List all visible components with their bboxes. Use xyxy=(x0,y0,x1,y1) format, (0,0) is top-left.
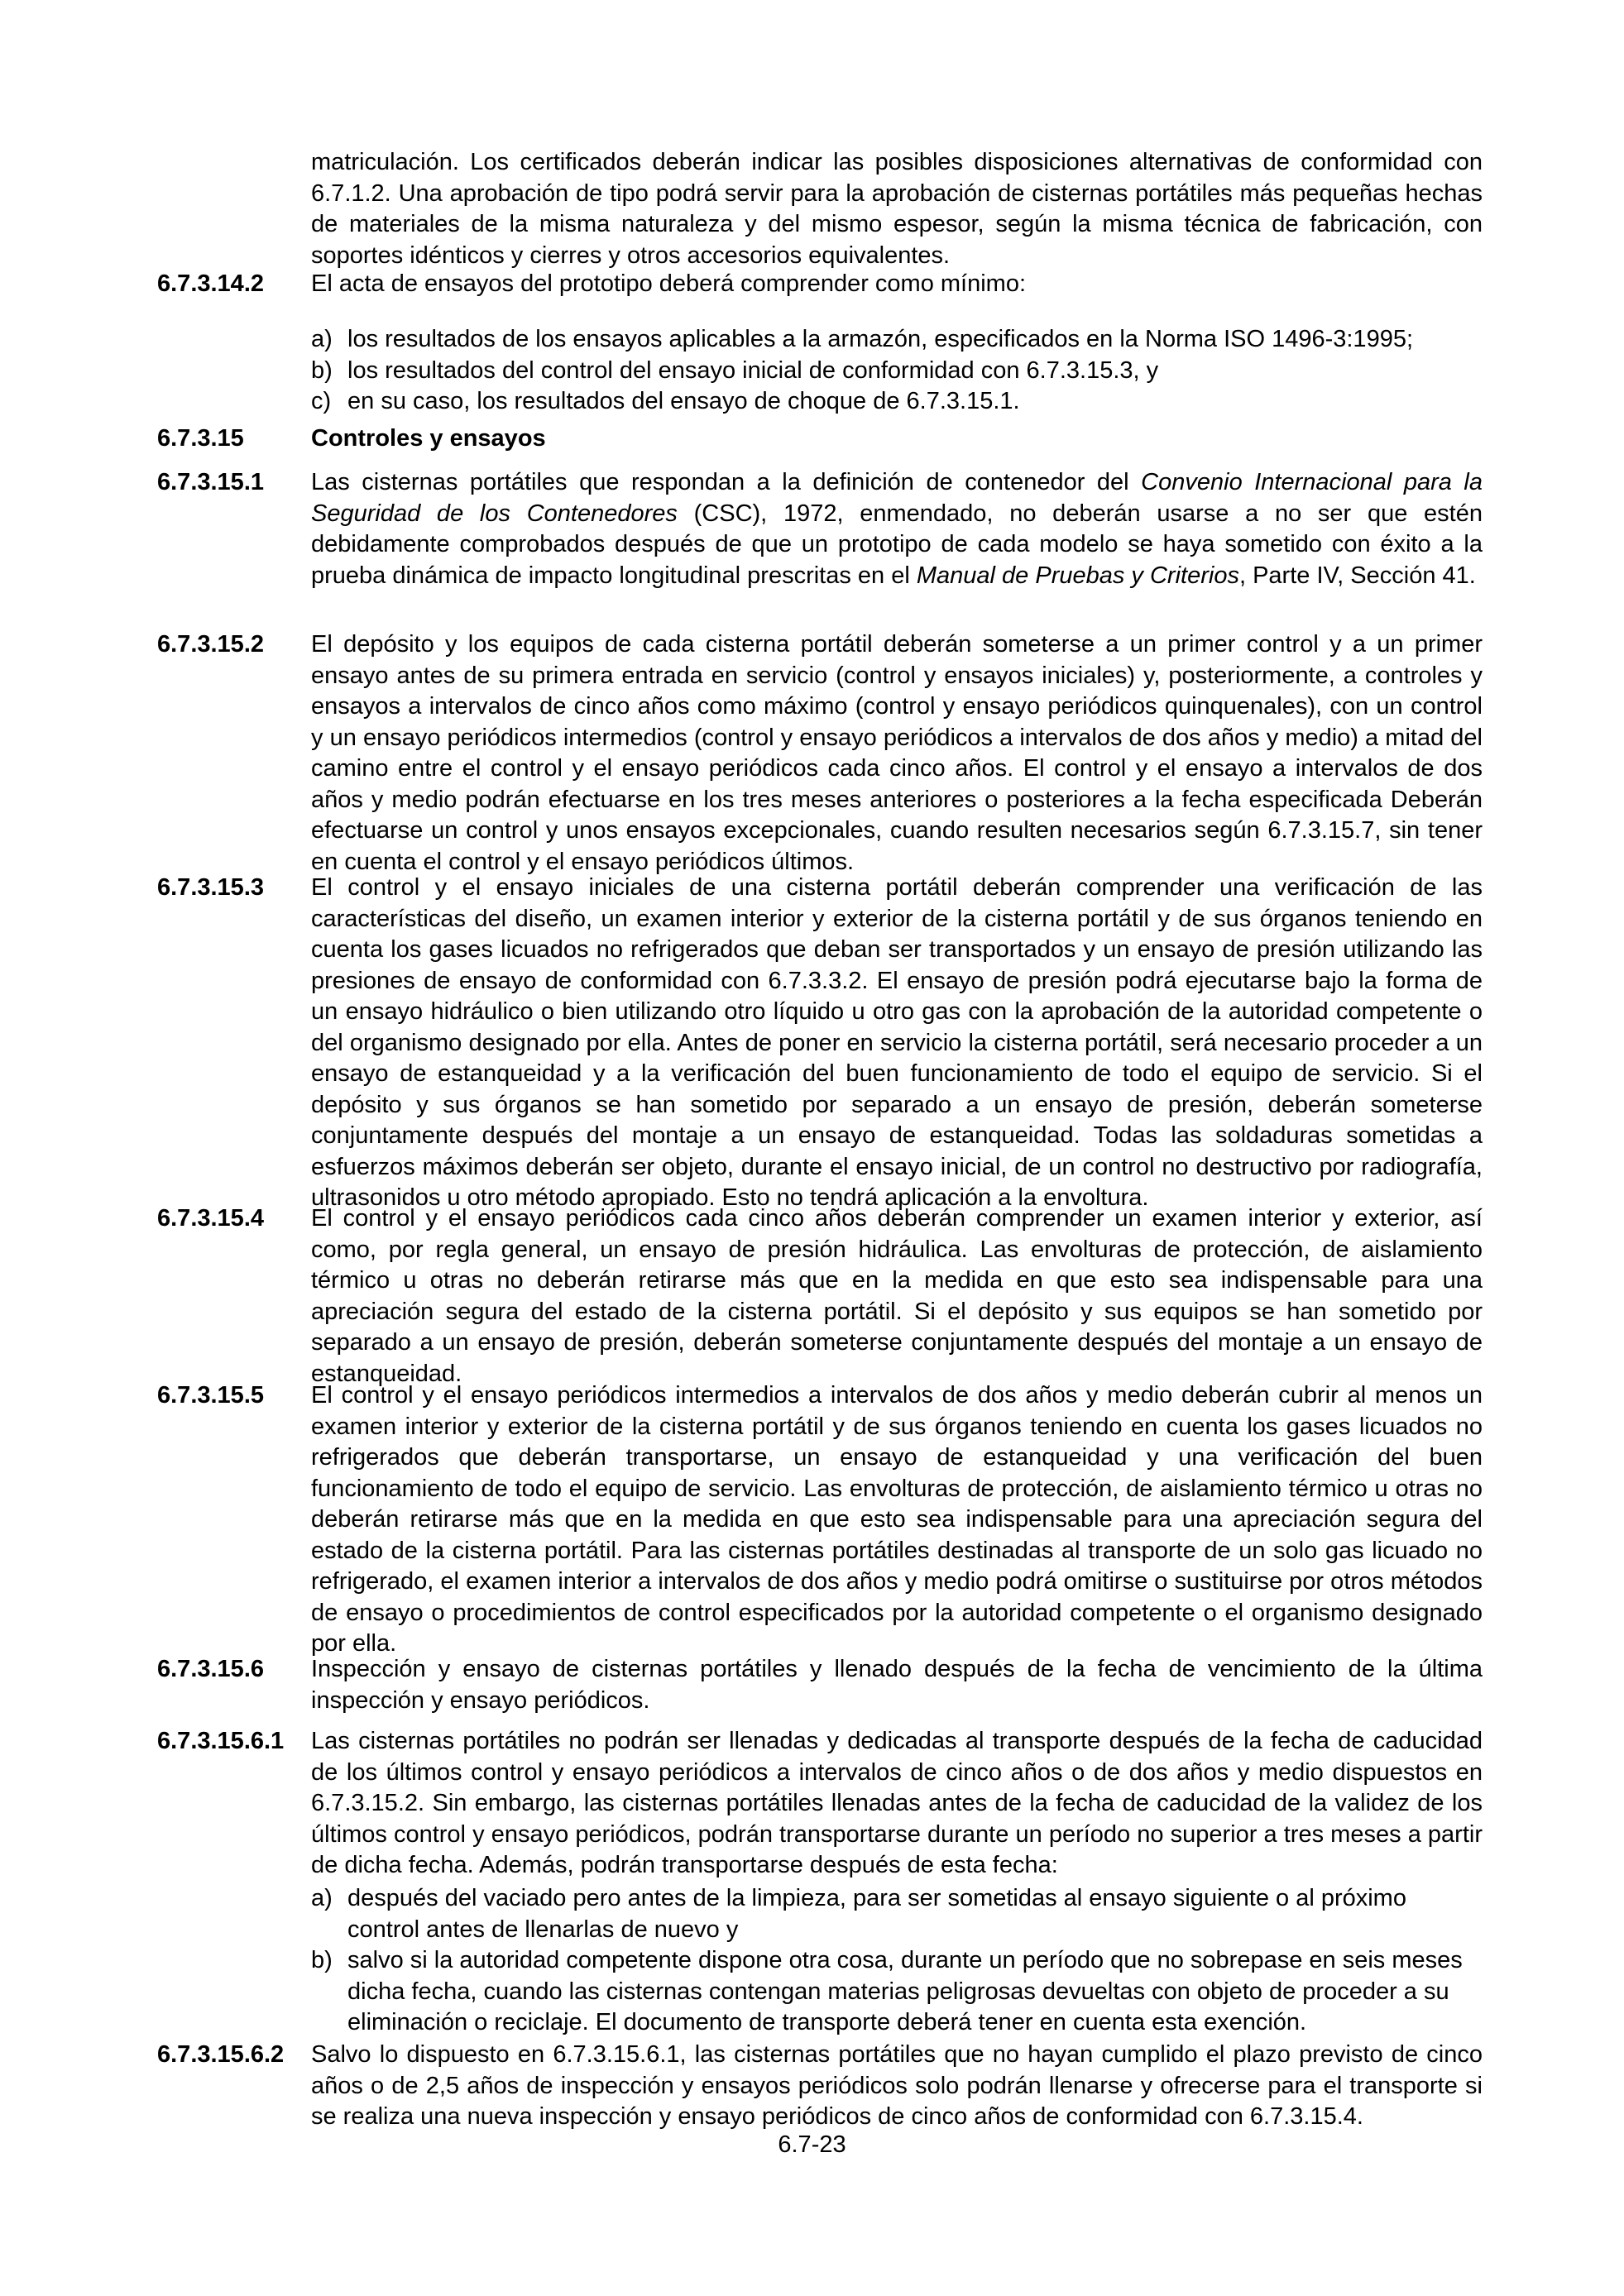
section-number: 6.7.3.15 xyxy=(157,425,244,452)
section-number: 6.7.3.14.2 xyxy=(157,270,264,297)
list-text: después del vaciado pero antes de la limpieza, para ser sometidas al ensayo siguiente o al próximo control antes de llenarlas de nuevo y xyxy=(347,1885,1406,1943)
section-list xyxy=(311,1883,1483,2039)
section-text: El depósito y los equipos de cada cisterna portátil deberán someterse a un primer control y a un primer ensayo antes de su primera entrada en servicio (control y ensayos iniciales) y, posteriormente, a controles y ensayos a intervalos de cinco años como máximo (control y ensayo periódicos quinquenales), con un control y un ensayo periódicos intermedios (control y ensayo periódicos a intervalos de dos años y medio) a mitad del camino entre el control y el ensayo periódicos cada cinco años. El control y el ensayo a intervalos de dos años y medio podrán efectuarse en los tres meses anteriores o posteriores a la fecha especificada Deberán efectuarse un control y unos ensayos excepcionales, cuando resulten necesarios según 6.7.3.15.7, sin tener en cuenta el control y el ensayo periódicos últimos. xyxy=(311,631,1483,875)
intro-text: matriculación. Los certificados deberán indicar las posibles disposiciones alternativas de conformidad con 6.7.1.2. Una aprobación de tipo podrá servir para la aprobación de cisternas portátiles más pequeñas hechas de materiales de la misma naturaleza y del mismo espesor, según la misma técnica de fabricación, con soportes idénticos y cierres y otros accesorios equivalentes. xyxy=(311,149,1483,269)
manual-title: Manual de Pruebas y Criterios xyxy=(916,562,1239,589)
list-label: a) xyxy=(311,1885,333,1911)
list-label: b) xyxy=(311,1947,333,1973)
text-run: (CSC), 1972, enmendado, no deberán usarse a no ser que estén debidamente comprobados después de que un prototipo de cada modelo se haya sometido con éxito a la prueba dinámica de impacto longitudinal prescritas en el xyxy=(311,500,1483,589)
list-text: en su caso, los resultados del ensayo de choque de 6.7.3.15.1. xyxy=(347,388,1020,414)
section-text: El acta de ensayos del prototipo deberá comprender como mínimo: xyxy=(311,270,1027,297)
section-number: 6.7.3.15.6 xyxy=(157,1656,264,1682)
section-number: 6.7.3.15.5 xyxy=(157,1382,264,1409)
section-number: 6.7.3.15.1 xyxy=(157,469,264,495)
section-text xyxy=(311,467,1483,591)
section-number: 6.7.3.15.6.2 xyxy=(157,2041,285,2068)
section-number: 6.7.3.15.3 xyxy=(157,874,264,901)
section-number: 6.7.3.15.6.1 xyxy=(157,1728,285,1754)
list-item xyxy=(311,386,1483,418)
convention-title: Convenio Internacional para la Seguridad de los Contenedores xyxy=(311,469,1483,527)
list-label: c) xyxy=(311,388,332,414)
section-text: Inspección y ensayo de cisternas portátiles y llenado después de la fecha de vencimiento de la última inspección y ensayo periódicos. xyxy=(311,1656,1483,1714)
list-text: salvo si la autoridad competente dispone otra cosa, durante un período que no sobrepase en seis meses dicha fecha, cuando las cisternas contengan materias peligrosas devueltas con objeto de proceder a su eliminación o reciclaje. El documento de transporte deberá tener en cuenta esta exención. xyxy=(347,1947,1463,2035)
list-label: b) xyxy=(311,356,333,384)
section-number: 6.7.3.15.4 xyxy=(157,1205,264,1232)
list-text: los resultados del control del ensayo inicial de conformidad con 6.7.3.15.3, y xyxy=(347,356,1159,384)
section-text: Las cisternas portátiles no podrán ser llenadas y dedicadas al transporte después de la fecha de caducidad de los últimos control y ensayo periódicos a intervalos de cinco años o de dos años y medio dispuestos en 6.7.3.15.2. Sin embargo, las cisternas portátiles llenadas antes de la fecha de caducidad de la validez de los últimos control y ensayo periódicos, podrán transportarse durante un período no superior a tres meses a partir de dicha fecha. Además, podrán transportarse después de esta fecha: xyxy=(311,1728,1483,1878)
list-item xyxy=(311,1945,1483,2039)
list-text: los resultados de los ensayos aplicables a la armazón, especificados en la Norma ISO 1496-3:1995; xyxy=(347,326,1414,352)
list-item xyxy=(311,324,1483,356)
section-list xyxy=(311,324,1483,418)
text-run: , Parte IV, Sección 41. xyxy=(1238,562,1476,589)
section-title: Controles y ensayos xyxy=(311,425,546,452)
section-number: 6.7.3.15.2 xyxy=(157,631,264,658)
list-label: a) xyxy=(311,326,333,352)
section-text: Salvo lo dispuesto en 6.7.3.15.6.1, las cisternas portátiles que no hayan cumplido el plazo previsto de cinco años o de 2,5 años de inspección y ensayos periódicos solo podrán llenarse y ofrecerse para el transporte si se realiza una nueva inspección y ensayo periódicos de cinco años de conformidad con 6.7.3.15.4. xyxy=(311,2041,1483,2130)
page-number: 6.7-23 xyxy=(778,2131,846,2158)
section-text: El control y el ensayo iniciales de una cisterna portátil deberán comprender una verificación de las características del diseño, un examen interior y exterior de la cisterna portátil y de sus órganos teniendo en cuenta los gases licuados no refrigerados que deban ser transportados y un ensayo de presión utilizando las presiones de ensayo de conformidad con 6.7.3.3.2. El ensayo de presión podrá ejecutarse bajo la forma de un ensayo hidráulico o bien utilizando otro líquido u otro gas con la aprobación de la autoridad competente o del organismo designado por ella. Antes de poner en servicio la cisterna portátil, será necesario proceder a un ensayo de estanqueidad y a la verificación del buen funcionamiento de todo el equipo de servicio. Si el depósito y sus órganos se han sometido por separado a un ensayo de presión, deberán someterse conjuntamente después del montaje a un ensayo de estanqueidad. Todas las soldaduras sometidas a esfuerzos máximos deberán ser objeto, durante el ensayo inicial, de un control no destructivo por radiografía, ultrasonidos u otro método apropiado. Esto no tendrá aplicación a la envoltura. xyxy=(311,874,1483,1211)
list-item xyxy=(311,356,1483,387)
list-item xyxy=(311,1883,1483,1945)
text-run: Las cisternas portátiles que respondan a la definición de contenedor del xyxy=(311,469,1142,495)
section-text: El control y el ensayo periódicos intermedios a intervalos de dos años y medio deberán cubrir al menos un examen interior y exterior de la cisterna portátil y de sus órganos teniendo en cuenta los gases licuados no refrigerados que deberán transportarse, un ensayo de estanqueidad y una verificación del buen funcionamiento de todo el equipo de servicio. Las envolturas de protección, de aislamiento térmico u otras no deberán retirarse más que en la medida en que esto sea indispensable para una apreciación segura del estado de la cisterna portátil. Para las cisternas portátiles destinadas al transporte de un solo gas licuado no refrigerado, el examen interior a intervalos de dos años y medio podrá omitirse o sustituirse por otros métodos de ensayo o procedimientos de control especificados por la autoridad competente o el organismo designado por ella. xyxy=(311,1382,1483,1657)
section-text: El control y el ensayo periódicos cada cinco años deberán comprender un examen interior y exterior, así como, por regla general, un ensayo de presión hidráulica. Las envolturas de protección, de aislamiento térmico u otras no deberán retirarse más que en la medida en que esto sea indispensable para una apreciación segura del estado de la cisterna portátil. Si el depósito y sus equipos se han sometido por separado a un ensayo de presión, deberán someterse conjuntamente después del montaje a un ensayo de estanqueidad. xyxy=(311,1205,1483,1387)
